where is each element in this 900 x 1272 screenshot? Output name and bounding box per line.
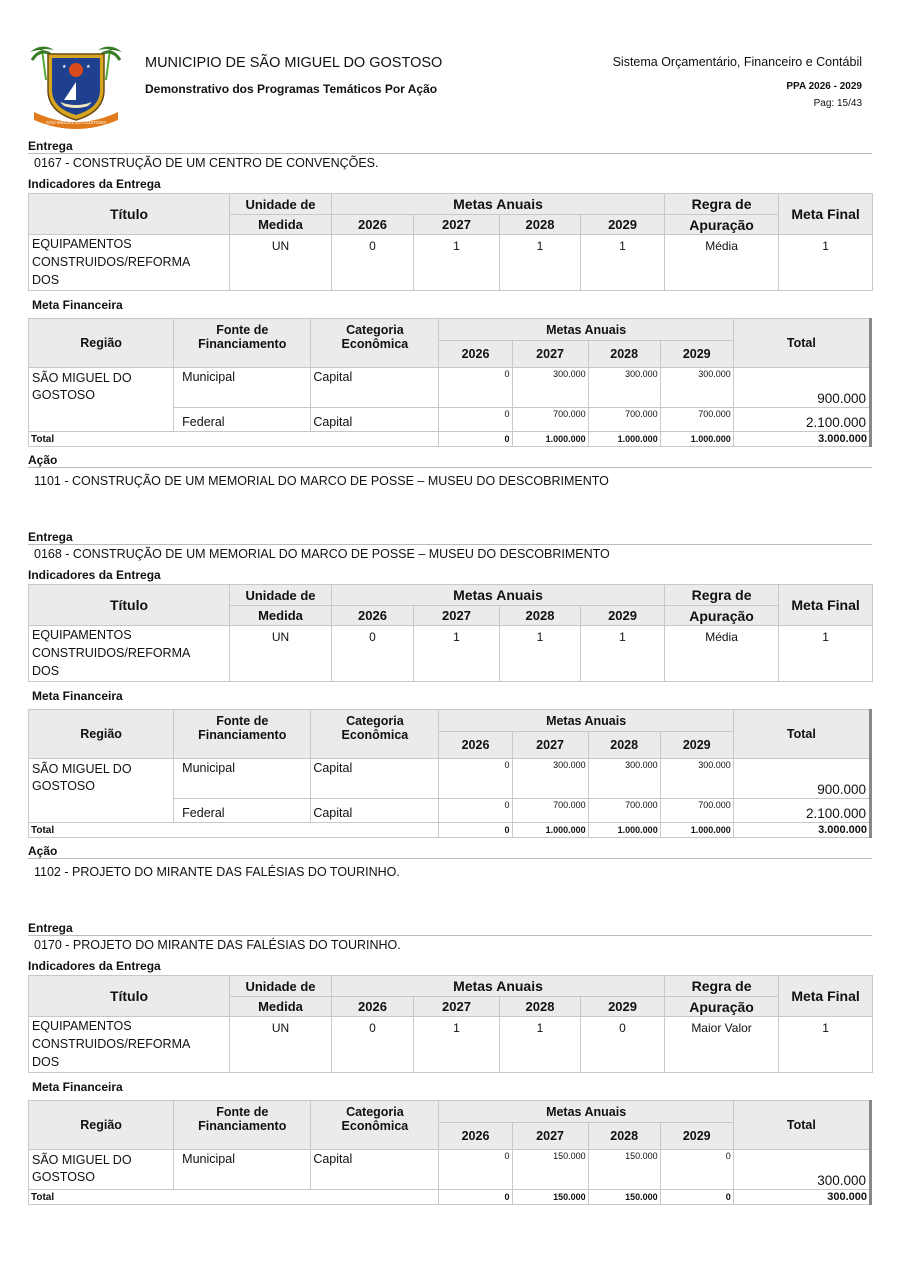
col-categoria-1: Categoria <box>346 1105 404 1119</box>
annual-total: 1.000.000 <box>512 432 588 447</box>
financial-heading: Meta Financeira <box>32 1080 123 1094</box>
col-metas-anuais: Metas Anuais <box>439 319 733 341</box>
col-regra-2: Apuração <box>665 997 779 1017</box>
indicator-title-line: CONSTRUIDOS/REFORMA <box>32 1037 191 1051</box>
col-metas-anuais: Metas Anuais <box>439 1101 733 1123</box>
col-fonte-1: Fonte de <box>216 714 269 728</box>
col-year: 2026 <box>332 215 414 235</box>
col-regra-1: Regra de <box>665 585 779 606</box>
indicator-row <box>29 626 873 682</box>
indicator-title-line: EQUIPAMENTOS <box>32 1019 132 1033</box>
col-year: 2028 <box>588 732 660 759</box>
annual-total: 0 <box>439 1190 512 1205</box>
svg-text:★: ★ <box>62 64 67 70</box>
funding-source: Municipal <box>174 759 311 799</box>
entrega-text: 0170 - PROJETO DO MIRANTE DAS FALÉSIAS DO TOURINHO. <box>34 938 401 952</box>
col-year: 2026 <box>439 341 512 368</box>
indicator-meta-final: 1 <box>779 235 873 291</box>
col-year: 2028 <box>500 606 581 626</box>
col-fonte <box>174 1101 311 1150</box>
annual-value: 0 <box>660 1150 733 1190</box>
annual-total: 1.000.000 <box>588 823 660 838</box>
indicator-meta: 1 <box>500 1017 581 1073</box>
col-metas-anuais: Metas Anuais <box>439 710 733 732</box>
indicator-title-line: CONSTRUIDOS/REFORMA <box>32 646 191 660</box>
region-name: SÃO MIGUEL DO GOSTOSO <box>29 759 174 823</box>
indicators-heading: Indicadores da Entrega <box>28 959 161 973</box>
col-year: 2029 <box>660 1123 733 1150</box>
col-categoria-1: Categoria <box>346 323 404 337</box>
col-year: 2027 <box>414 606 500 626</box>
annual-value: 700.000 <box>512 408 588 432</box>
col-total: Total <box>733 1101 870 1150</box>
col-metas-anuais: Metas Anuais <box>332 585 665 606</box>
indicator-unit: UN <box>230 1017 332 1073</box>
acao-label: Ação <box>28 843 872 859</box>
col-regiao: Região <box>29 1101 174 1150</box>
col-titulo: Título <box>29 194 230 235</box>
col-categoria-2: Econômica <box>341 728 409 742</box>
col-unidade-2: Medida <box>230 215 332 235</box>
row-total: 2.100.000 <box>733 799 870 823</box>
entrega-label: Entrega <box>28 529 872 545</box>
col-year: 2029 <box>581 997 665 1017</box>
annual-value: 0 <box>439 759 512 799</box>
col-categoria-1: Categoria <box>346 714 404 728</box>
svg-text:★: ★ <box>86 64 91 70</box>
row-total: 900.000 <box>733 368 870 408</box>
annual-value: 700.000 <box>660 799 733 823</box>
indicator-title-line: DOS <box>32 664 60 678</box>
indicators-table <box>28 193 873 291</box>
annual-value: 0 <box>439 799 512 823</box>
region-name: SÃO MIGUEL DO GOSTOSO <box>29 1150 174 1190</box>
col-meta-final: Meta Final <box>779 194 873 235</box>
col-year: 2028 <box>500 997 581 1017</box>
col-year: 2026 <box>332 997 414 1017</box>
col-categoria <box>311 710 439 759</box>
grand-total: 3.000.000 <box>733 823 870 838</box>
funding-source: Municipal <box>174 1150 311 1190</box>
entrega-text: 0167 - CONSTRUÇÃO DE UM CENTRO DE CONVENÇÕES. <box>34 156 379 170</box>
page-number: Pag: 15/43 <box>813 98 862 109</box>
annual-total: 150.000 <box>588 1190 660 1205</box>
col-unidade-1: Unidade de <box>230 585 332 606</box>
col-regiao: Região <box>29 319 174 368</box>
col-titulo: Título <box>29 585 230 626</box>
col-year: 2029 <box>581 215 665 235</box>
financial-heading: Meta Financeira <box>32 298 123 312</box>
col-year: 2027 <box>512 732 588 759</box>
col-metas-anuais: Metas Anuais <box>332 976 665 997</box>
indicator-meta: 0 <box>332 235 414 291</box>
annual-total: 1.000.000 <box>512 823 588 838</box>
entrega-label: Entrega <box>28 138 872 154</box>
indicator-meta: 1 <box>414 626 500 682</box>
col-unidade-2: Medida <box>230 606 332 626</box>
col-regra-2: Apuração <box>665 606 779 626</box>
economic-category: Capital <box>311 759 439 799</box>
col-fonte-2: Financiamento <box>198 728 287 742</box>
col-total: Total <box>733 319 870 368</box>
total-row <box>29 1190 871 1205</box>
indicator-title <box>29 235 230 291</box>
indicator-meta: 1 <box>500 235 581 291</box>
indicator-title-line: CONSTRUIDOS/REFORMA <box>32 255 191 269</box>
col-year: 2027 <box>512 341 588 368</box>
municipality-name: MUNICIPIO DE SÃO MIGUEL DO GOSTOSO <box>145 55 443 71</box>
annual-total: 1.000.000 <box>588 432 660 447</box>
col-total: Total <box>733 710 870 759</box>
indicator-meta: 1 <box>414 1017 500 1073</box>
financial-table <box>28 1100 872 1205</box>
col-unidade-1: Unidade de <box>230 976 332 997</box>
col-regiao: Região <box>29 710 174 759</box>
annual-value: 0 <box>439 1150 512 1190</box>
annual-total: 0 <box>439 432 512 447</box>
indicator-title <box>29 626 230 682</box>
total-label: Total <box>29 432 439 447</box>
financial-row <box>29 759 871 799</box>
logo-ribbon-text: SÃO MIGUEL DO GOSTOSO <box>46 120 106 125</box>
indicator-title-line: EQUIPAMENTOS <box>32 628 132 642</box>
grand-total: 300.000 <box>733 1190 870 1205</box>
financial-table <box>28 709 872 838</box>
col-fonte <box>174 319 311 368</box>
total-label: Total <box>29 823 439 838</box>
indicator-regra: Média <box>665 235 779 291</box>
region-name: SÃO MIGUEL DO GOSTOSO <box>29 368 174 432</box>
ppa-period: PPA 2026 - 2029 <box>786 81 862 92</box>
grand-total: 3.000.000 <box>733 432 870 447</box>
report-title: Demonstrativo dos Programas Temáticos Por Ação <box>145 82 438 96</box>
entrega-label: Entrega <box>28 920 872 936</box>
col-fonte-2: Financiamento <box>198 1119 287 1133</box>
col-year: 2028 <box>500 215 581 235</box>
col-categoria <box>311 1101 439 1150</box>
indicators-heading: Indicadores da Entrega <box>28 177 161 191</box>
annual-value: 700.000 <box>588 799 660 823</box>
acao-text: 1102 - PROJETO DO MIRANTE DAS FALÉSIAS DO TOURINHO. <box>34 865 400 879</box>
col-categoria-2: Econômica <box>341 337 409 351</box>
indicator-title-line: EQUIPAMENTOS <box>32 237 132 251</box>
col-year: 2027 <box>414 215 500 235</box>
col-fonte <box>174 710 311 759</box>
funding-source: Municipal <box>174 368 311 408</box>
col-year: 2027 <box>414 997 500 1017</box>
indicator-meta: 1 <box>500 626 581 682</box>
col-fonte-1: Fonte de <box>216 1105 269 1119</box>
economic-category: Capital <box>311 1150 439 1190</box>
annual-value: 700.000 <box>512 799 588 823</box>
financial-row <box>29 1150 871 1190</box>
col-year: 2029 <box>660 341 733 368</box>
acao-label: Ação <box>28 452 872 468</box>
col-regra-1: Regra de <box>665 976 779 997</box>
total-label: Total <box>29 1190 439 1205</box>
col-year: 2028 <box>588 341 660 368</box>
annual-total: 0 <box>660 1190 733 1205</box>
col-year: 2026 <box>439 1123 512 1150</box>
annual-total: 0 <box>439 823 512 838</box>
col-fonte-2: Financiamento <box>198 337 287 351</box>
annual-value: 300.000 <box>588 759 660 799</box>
annual-total: 1.000.000 <box>660 823 733 838</box>
annual-value: 300.000 <box>660 368 733 408</box>
col-regra-1: Regra de <box>665 194 779 215</box>
indicator-regra: Maior Valor <box>665 1017 779 1073</box>
col-unidade-1: Unidade de <box>230 194 332 215</box>
annual-total: 1.000.000 <box>660 432 733 447</box>
annual-value: 0 <box>439 368 512 408</box>
row-total: 300.000 <box>733 1150 870 1190</box>
row-total: 2.100.000 <box>733 408 870 432</box>
indicator-row <box>29 235 873 291</box>
total-row <box>29 432 871 447</box>
indicator-title-line: DOS <box>32 1055 60 1069</box>
report-header <box>0 0 900 135</box>
acao-text: 1101 - CONSTRUÇÃO DE UM MEMORIAL DO MARCO DE POSSE – MUSEU DO DESCOBRIMENTO <box>34 474 609 488</box>
col-metas-anuais: Metas Anuais <box>332 194 665 215</box>
row-total: 900.000 <box>733 759 870 799</box>
annual-value: 300.000 <box>660 759 733 799</box>
col-year: 2026 <box>332 606 414 626</box>
indicator-regra: Média <box>665 626 779 682</box>
col-regra-2: Apuração <box>665 215 779 235</box>
entrega-section <box>28 138 872 490</box>
col-year: 2029 <box>581 606 665 626</box>
indicator-meta: 1 <box>414 235 500 291</box>
indicator-row <box>29 1017 873 1073</box>
annual-value: 150.000 <box>512 1150 588 1190</box>
annual-total: 150.000 <box>512 1190 588 1205</box>
indicator-meta-final: 1 <box>779 1017 873 1073</box>
economic-category: Capital <box>311 408 439 432</box>
entrega-section <box>28 529 872 881</box>
col-year: 2026 <box>439 732 512 759</box>
indicator-meta: 0 <box>581 1017 665 1073</box>
annual-value: 0 <box>439 408 512 432</box>
indicator-meta-final: 1 <box>779 626 873 682</box>
indicator-unit: UN <box>230 235 332 291</box>
total-row <box>29 823 871 838</box>
indicator-meta: 0 <box>332 1017 414 1073</box>
col-year: 2029 <box>660 732 733 759</box>
funding-source: Federal <box>174 408 311 432</box>
system-name: Sistema Orçamentário, Financeiro e Contábil <box>612 55 862 69</box>
indicators-table <box>28 584 873 682</box>
col-unidade-2: Medida <box>230 997 332 1017</box>
annual-value: 300.000 <box>588 368 660 408</box>
indicators-heading: Indicadores da Entrega <box>28 568 161 582</box>
annual-value: 300.000 <box>512 759 588 799</box>
col-titulo: Título <box>29 976 230 1017</box>
entrega-text: 0168 - CONSTRUÇÃO DE UM MEMORIAL DO MARCO DE POSSE – MUSEU DO DESCOBRIMENTO <box>34 547 610 561</box>
annual-value: 700.000 <box>660 408 733 432</box>
col-year: 2028 <box>588 1123 660 1150</box>
indicator-title <box>29 1017 230 1073</box>
indicators-table <box>28 975 873 1073</box>
indicator-meta: 1 <box>581 235 665 291</box>
indicator-title-line: DOS <box>32 273 60 287</box>
col-meta-final: Meta Final <box>779 976 873 1017</box>
col-categoria <box>311 319 439 368</box>
indicator-meta: 1 <box>581 626 665 682</box>
col-categoria-2: Econômica <box>341 1119 409 1133</box>
financial-table <box>28 318 872 447</box>
indicator-meta: 0 <box>332 626 414 682</box>
annual-value: 150.000 <box>588 1150 660 1190</box>
economic-category: Capital <box>311 368 439 408</box>
col-year: 2027 <box>512 1123 588 1150</box>
annual-value: 300.000 <box>512 368 588 408</box>
funding-source: Federal <box>174 799 311 823</box>
financial-heading: Meta Financeira <box>32 689 123 703</box>
indicator-unit: UN <box>230 626 332 682</box>
col-meta-final: Meta Final <box>779 585 873 626</box>
col-fonte-1: Fonte de <box>216 323 269 337</box>
economic-category: Capital <box>311 799 439 823</box>
annual-value: 700.000 <box>588 408 660 432</box>
coat-of-arms-logo <box>28 40 124 130</box>
entrega-section <box>28 920 872 1205</box>
financial-row <box>29 368 871 408</box>
